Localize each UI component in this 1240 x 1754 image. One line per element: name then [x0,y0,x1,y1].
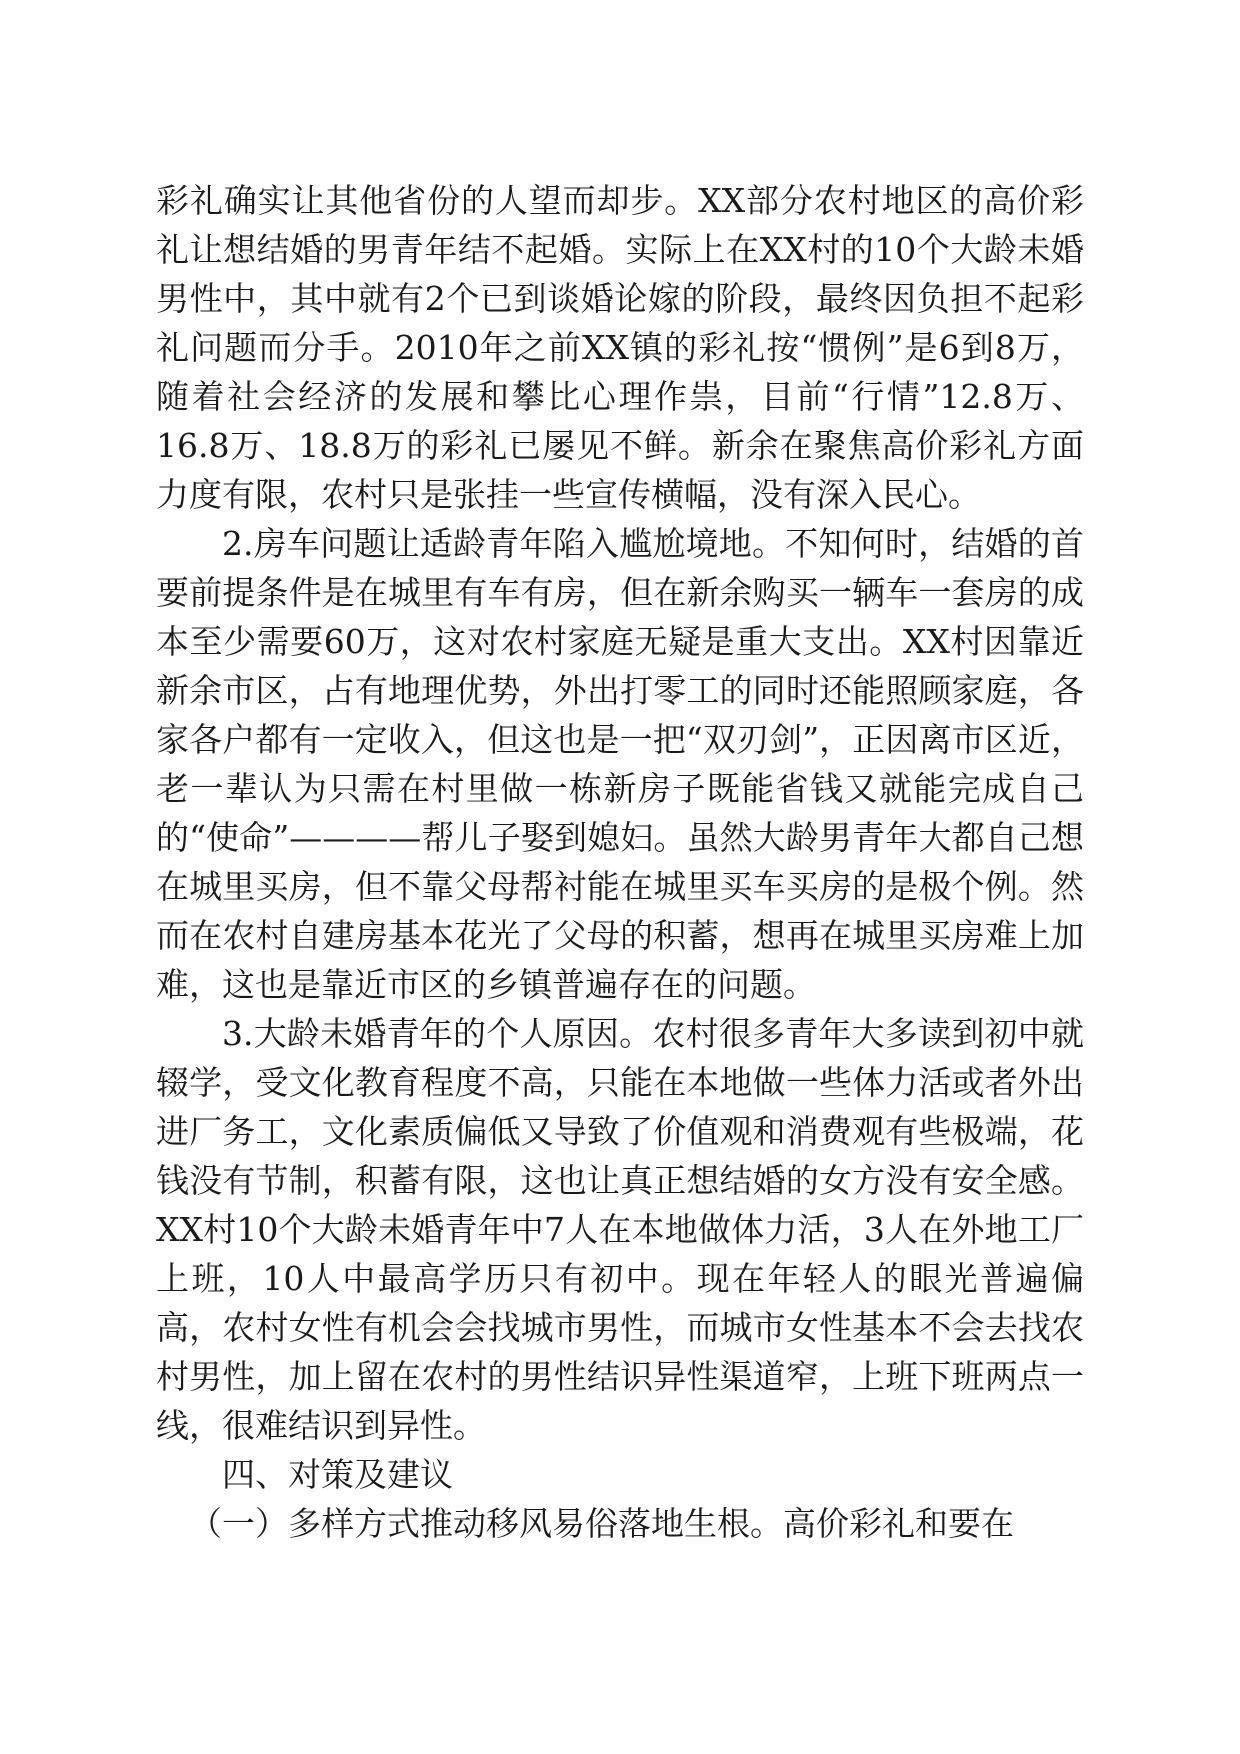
paragraph-housing-car: 2.房车问题让适龄青年陷入尴尬境地。不知何时，结婚的首要前提条件是在城里有车有房，但在新余购买一辆车一套房的成本至少需要60万，这对农村家庭无疑是重大支出。XX村因靠近新余市区，占有地理优势，外出打零工的同时还能照顾家庭，各家各户都有一定收入，但这也是一把“双刃剑”，正因离市区近，老一辈认为只需在村里做一栋新房子既能省钱又就能完成自己的“使命”————帮儿子娶到媳妇。虽然大龄男青年大都自己想在城里买房，但不靠父母帮衬能在城里买车买房的是极个例。然而在农村自建房基本花光了父母的积蓄，想再在城里买房难上加难，这也是靠近市区的乡镇普遍存在的问题。 [156,524,1084,1004]
paragraph-bride-price: 彩礼确实让其他省份的人望而却步。XX部分农村地区的高价彩礼让想结婚的男青年结不起婚。实际上在XX村的10个大龄未婚男性中，其中就有2个已到谈婚论嫁的阶段，最终因负担不起彩礼问题而分手。2010年之前XX镇的彩礼按“惯例”是6到8万，随着社会经济的发展和攀比心理作祟，目前“行情”12.8万、16.8万、18.8万的彩礼已屡见不鲜。新余在聚焦高价彩礼方面力度有限，农村只是张挂一些宣传横幅，没有深入民心。 [156,181,1084,514]
section-heading-countermeasures: 四、对策及建议 [222,1455,453,1494]
paragraph-subsection-one: （一）多样方式推动移风易俗落地生根。高价彩礼和要在 [189,1504,1014,1543]
paragraph-personal-reasons: 3.大龄未婚青年的个人原因。农村很多青年大多读到初中就辍学，受文化教育程度不高，只能在本地做一些体力活或者外出进厂务工，文化素质偏低又导致了价值观和消费观有些极端，花钱没有节制，积蓄有限，这也让真正想结婚的女方没有安全感。XX村10个大龄未婚青年中7人在本地做体力活，3人在外地工厂上班，10人中最高学历只有初中。现在年轻人的眼光普遍偏高，农村女性有机会会找城市男性，而城市女性基本不会去找农村男性，加上留在农村的男性结识异性渠道窄，上班下班两点一线，很难结识到异性。 [156,1014,1084,1445]
document-body [156,176,1084,1548]
